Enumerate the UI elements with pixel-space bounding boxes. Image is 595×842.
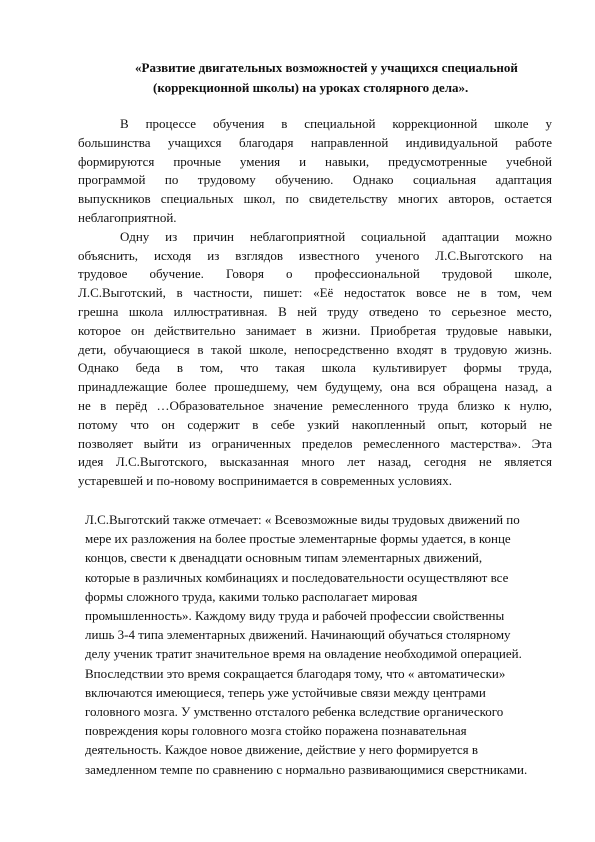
document-body-continued (85, 510, 555, 779)
document-body (78, 115, 552, 491)
text-line: трудовое обучение. Говоря о профессиональной трудовой школе, (78, 266, 552, 282)
text-line: формируются прочные умения и навыки, предусмотренные учебной (78, 153, 552, 169)
text-line: программой по трудовому обучению. Однако социальная адаптация (78, 172, 552, 188)
text-line: замедленном темпе по сравнению с нормально развивающимися сверстниками. (85, 761, 528, 777)
text-line: мере их разложения на более простые элементарные формы удается, в конце (85, 531, 511, 547)
text-line: лишь 3-4 типа элементарных движений. Начинающий обучаться столярному (85, 627, 511, 643)
text-line: включаются имеющиеся, теперь уже устойчивые связи между центрами (85, 684, 486, 700)
title-line: «Развитие двигательных возможностей у учащихся специальной (135, 60, 518, 75)
text-line: Впоследствии это время сокращается благодаря тому, что « автоматически» (85, 665, 506, 681)
text-line: потому что он содержит в себе узкий накопленный опыт, который не (78, 416, 552, 432)
text-line: Л.С.Выготский также отмечает: « Всевозможные виды трудовых движений по (85, 512, 520, 527)
text-line: головного мозга. У умственно отсталого ребенка вследствие органического (85, 704, 504, 720)
text-line: неблагоприятной. (78, 209, 177, 225)
text-line: повреждения коры головного мозга стойко поражена познавательная (85, 723, 467, 739)
paragraph-1 (78, 115, 552, 228)
text-line: Одну из причин неблагоприятной социальной адаптации можно (120, 228, 552, 244)
paragraph-3 (85, 510, 555, 779)
text-line: грешна школа иллюстративная. В ней труду отведено то серьезное место, (78, 303, 552, 319)
text-line: промышленность». Каждому виду труда и рабочей профессии свойственны (85, 608, 505, 624)
text-line: устаревшей и по-новому воспринимается в современных условиях. (78, 473, 453, 489)
text-line: которые в различных комбинациях и последовательности осуществляют все (85, 569, 509, 585)
text-line: принадлежащие более прошедшему, чем будущему, она вся обращена назад, а (78, 379, 552, 395)
paragraph-2 (78, 228, 552, 491)
document-title (95, 58, 565, 98)
text-line: Однако беда в том, что такая школа культивирует формы труда, (78, 360, 552, 376)
title-line: (коррекционной школы) на уроках столярного дела». (153, 80, 469, 95)
text-line: Л.С.Выготский, в частности, пишет: «Её недостаток вовсе не в том, чем (78, 285, 552, 301)
text-line: формы сложного труда, какими только располагает мировая (85, 588, 418, 604)
text-line: идея Л.С.Выготского, высказанная много лет назад, сегодня не является (78, 454, 552, 470)
text-line: позволяет выйти из ограниченных пределов ремесленного мастерства». Эта (78, 435, 552, 451)
text-line: большинства учащихся благодаря направленной индивидуальной работе (78, 134, 552, 150)
text-line: В процессе обучения в специальной коррекционной школе у (120, 116, 552, 131)
text-line: объяснить, исходя из взглядов известного ученого Л.С.Выготского на (78, 247, 552, 263)
text-line: деятельность. Каждое новое движение, действие у него формируется в (85, 742, 479, 758)
text-line: дети, обучающиеся в такой школе, непосредственно входят в трудовую жизнь. (78, 341, 552, 357)
text-line: выпускников специальных школ, по свидетельству многих авторов, остается (78, 191, 552, 207)
text-line: не в перёд …Образовательное значение ремесленного труда близко к нулю, (78, 397, 552, 413)
text-line: делу ученик тратит значительное время на овладение необходимой операцией. (85, 646, 522, 662)
text-line: концов, свести к двенадцати основным типам элементарных движений, (85, 550, 483, 566)
text-line: которое он действительно занимает в жизни. Приобретая трудовые навыки, (78, 322, 552, 338)
